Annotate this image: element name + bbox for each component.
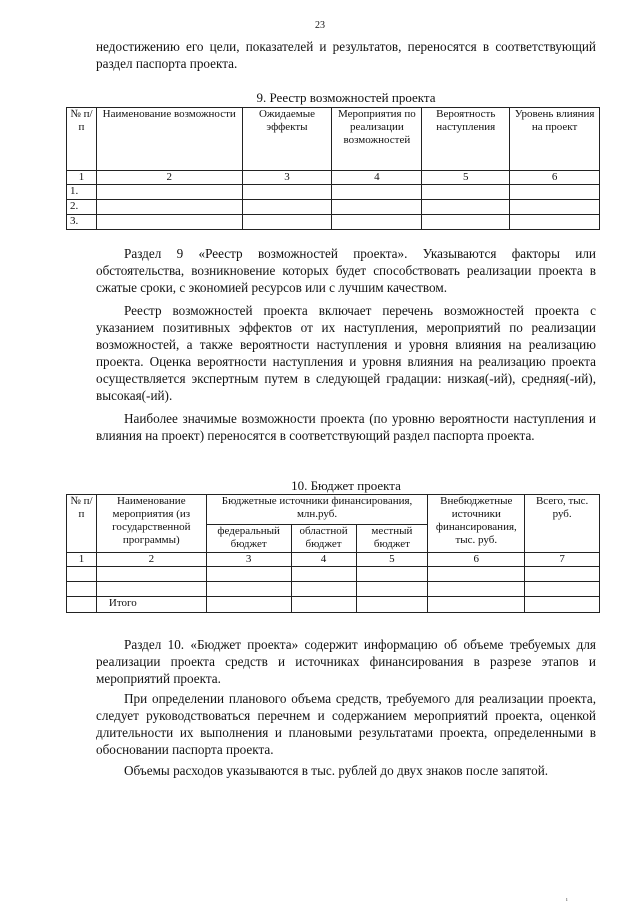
table-cell	[422, 185, 510, 200]
table-cell	[96, 185, 242, 200]
section10-paragraph-2: При определении планового объема средств, требуемого для реализации проекта, следует руководствоваться перечнем и содержанием мероприятий проекта, оценкой длительности их выполнения и плановыми результатами проекта, определенными в обосновании паспорта проекта.	[96, 691, 596, 757]
col-number: 5	[422, 171, 510, 185]
table-cell	[242, 185, 332, 200]
header-measure-name: Наименование мероприятия (из государственной программы)	[96, 495, 206, 553]
table-cell	[242, 215, 332, 230]
col-number: 1	[67, 171, 97, 185]
table-cell	[206, 567, 291, 582]
header-num: № п/п	[67, 108, 97, 171]
table-cell	[422, 200, 510, 215]
table-cell	[67, 582, 97, 597]
page-number: 23	[315, 20, 325, 31]
table-row	[67, 582, 600, 597]
section10-paragraph-3: Объемы расходов указываются в тыс. рублей до двух знаков после запятой.	[124, 763, 549, 778]
header-num: № п/п	[67, 495, 97, 553]
table-cell	[525, 582, 600, 597]
total-row	[67, 597, 600, 613]
row-number: 1.	[67, 185, 97, 200]
table-cell	[525, 567, 600, 582]
table-cell	[510, 215, 600, 230]
header-influence: Уровень влияния на проект	[510, 108, 600, 171]
col-number: 7	[525, 553, 600, 567]
table-cell	[96, 567, 206, 582]
table-cell	[291, 582, 356, 597]
section10-paragraph-1: Раздел 10. «Бюджет проекта» содержит информацию об объеме требуемых для реализации проекта средств и источниках финансирования в разрезе этапов и мероприятий проекта.	[96, 637, 596, 686]
table-cell	[428, 597, 525, 613]
table-cell	[96, 200, 242, 215]
table-row	[67, 215, 600, 230]
table-header-row	[67, 495, 600, 525]
budget-table	[66, 494, 600, 613]
table-cell	[206, 597, 291, 613]
section9-paragraph-2: Реестр возможностей проекта включает перечень возможностей проекта с указанием позитивных эффектов от их наступления, мероприятий по реализации возможностей, а также вероятности наступления и уровня влияния на реализацию проекта. Оценка вероятности наступления и уровня влияния на реализацию проекта осуществляется экспертным путем в следующей градации: низкая(-ий), средняя(-ий), высокая(-ий).	[96, 303, 596, 403]
table-cell	[356, 582, 428, 597]
section9-paragraph-1: Раздел 9 «Реестр возможностей проекта». Указываются факторы или обстоятельства, возникновение которых будет способствовать реализации проекта в сжатые сроки, с экономией ресурсов или с лучшим качеством.	[96, 246, 596, 295]
header-probability: Вероятность наступления	[422, 108, 510, 171]
header-total: Всего, тыс. руб.	[525, 495, 600, 553]
col-number: 3	[206, 553, 291, 567]
table-cell	[428, 582, 525, 597]
header-measures: Мероприятия по реализации возможностей	[332, 108, 422, 171]
col-number: 5	[356, 553, 428, 567]
table-cell	[332, 185, 422, 200]
table-cell	[96, 215, 242, 230]
table-cell	[422, 215, 510, 230]
col-number: 2	[96, 171, 242, 185]
row-number: 3.	[67, 215, 97, 230]
table-row	[67, 567, 600, 582]
table-cell	[291, 567, 356, 582]
table-cell	[67, 567, 97, 582]
header-federal-budget: федеральный бюджет	[206, 525, 291, 553]
header-regional-budget: областной бюджет	[291, 525, 356, 553]
table-cell	[356, 567, 428, 582]
section9-paragraph-3: Наиболее значимые возможности проекта (по уровню вероятности наступления и влияния на проект) переносятся в соответствующий раздел паспорта проекта.	[96, 411, 596, 443]
table-cell	[67, 597, 97, 613]
table-header-row	[67, 108, 600, 171]
table-cell	[525, 597, 600, 613]
table-cell	[242, 200, 332, 215]
table-cell	[96, 582, 206, 597]
intro-paragraph: недостижению его цели, показателей и результатов, переносятся в соответствующий раздел паспорта проекта.	[96, 39, 596, 71]
table-row	[67, 200, 600, 215]
col-number: 2	[96, 553, 206, 567]
column-number-row	[67, 171, 600, 185]
table-cell	[332, 200, 422, 215]
table-cell	[206, 582, 291, 597]
col-number: 3	[242, 171, 332, 185]
table-row	[67, 185, 600, 200]
section9-title: 9. Реестр возможностей проекта	[256, 90, 436, 105]
table-cell	[510, 200, 600, 215]
table-cell	[510, 185, 600, 200]
col-number: 6	[510, 171, 600, 185]
col-number: 4	[291, 553, 356, 567]
total-row-label: Итого	[96, 597, 206, 613]
col-number: 4	[332, 171, 422, 185]
header-opportunity-name: Наименование возможности	[96, 108, 242, 171]
section10-title: 10. Бюджет проекта	[291, 478, 401, 493]
opportunities-table	[66, 107, 600, 230]
table-cell	[428, 567, 525, 582]
col-number: 6	[428, 553, 525, 567]
table-cell	[356, 597, 428, 613]
header-expected-effects: Ожидаемые эффекты	[242, 108, 332, 171]
row-number: 2.	[67, 200, 97, 215]
col-number: 1	[67, 553, 97, 567]
header-local-budget: местный бюджет	[356, 525, 428, 553]
column-number-row	[67, 553, 600, 567]
scan-mark: ı	[566, 897, 568, 903]
header-budget-sources: Бюджетные источники финансирования, млн.руб.	[206, 495, 428, 525]
table-cell	[332, 215, 422, 230]
header-extrabudget-sources: Внебюджетные источники финансирования, тыс. руб.	[428, 495, 525, 553]
table-cell	[291, 597, 356, 613]
